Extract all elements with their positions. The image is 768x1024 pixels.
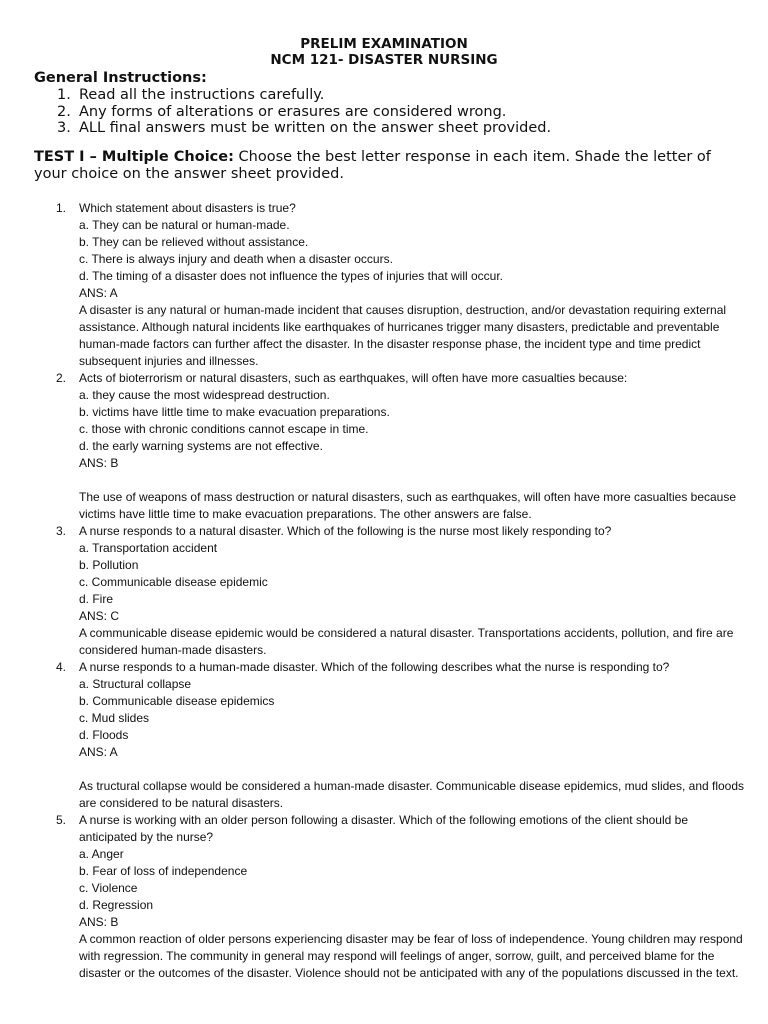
choice-c: c. Violence [79,880,138,895]
choice-c: c. Mud slides [79,710,150,725]
rationale: A common reaction of older persons experiencing disaster may be fear of loss of independence. Young children may respond with regression. The community in general may respond will feelings of anger, sorrow, guilt, and perceived blame for the disaster or the outcomes of the disaster. Violence should not be anticipated with any of the populations discussed in the text. [79,931,743,980]
choice-b: b. They can be relieved without assistance. [79,234,309,249]
instruction-text: Read all the instructions carefully. [79,87,325,103]
question-list [0,200,768,982]
question-stem: Which statement about disasters is true? [79,200,296,215]
spacer [79,472,746,489]
question-item [56,659,746,812]
spacer [79,761,746,778]
test-label: TEST I – Multiple Choice: [34,148,234,165]
general-instructions-list [57,87,768,137]
rationale: As tructural collapse would be considered a human-made disaster. Communicable disease epidemics, mud slides, and floods are considered to be natural disasters. [79,778,745,810]
instruction-text: ALL final answers must be written on the answer sheet provided. [79,120,552,137]
rationale: A disaster is any natural or human-made incident that causes disruption, destruction, and/or devastation requiring external assistance. Although natural incidents like earthquakes of hurricanes trigger many disasters, predictable and preventable human-made factors can further affect the disaster. In the disaster response phase, the incident type and time predict subsequent injuries and illnesses. [79,302,727,368]
answer-key: ANS: B [79,914,119,929]
question-body [79,659,746,812]
choice-a: a. they cause the most widespread destruction. [79,387,330,402]
choice-a: a. They can be natural or human-made. [79,217,290,232]
choice-a: a. Anger [79,846,124,861]
question-stem: A nurse responds to a natural disaster. Which of the following is the nurse most likely responding to? [79,523,612,538]
answer-key: ANS: B [79,455,119,470]
question-body [79,200,746,370]
instruction-number: 3. [57,120,71,137]
choice-b: b. victims have little time to make evacuation preparations. [79,404,390,419]
choice-a: a. Transportation accident [79,540,218,555]
choice-d: d. Floods [79,727,129,742]
rationale: A communicable disease epidemic would be considered a natural disaster. Transportations accidents, pollution, and fire are considered human-made disasters. [79,625,734,657]
test-instructions [34,149,740,183]
question-stem: Acts of bioterrorism or natural disasters, such as earthquakes, will often have more casualties because: [79,370,628,385]
choice-d: d. Regression [79,897,154,912]
choice-b: b. Communicable disease epidemics [79,693,275,708]
question-body [79,523,746,659]
question-number: 1. [56,200,67,215]
question-item [56,812,746,982]
question-body [79,370,746,523]
question-stem: A nurse is working with an older person following a disaster. Which of the following emotions of the client should be anticipated by the nurse? [79,812,688,844]
choice-a: a. Structural collapse [79,676,192,691]
answer-key: ANS: A [79,744,118,759]
choice-d: d. the early warning systems are not effective. [79,438,323,453]
question-number: 2. [56,370,67,385]
instruction-text: Any forms of alterations or erasures are considered wrong. [79,103,507,120]
choice-c: c. those with chronic conditions cannot escape in time. [79,421,369,436]
exam-title: PRELIM EXAMINATION [300,36,468,52]
instruction-item [57,120,768,137]
question-number: 5. [56,812,67,827]
answer-key: ANS: A [79,285,118,300]
rationale: The use of weapons of mass destruction or natural disasters, such as earthquakes, will often have more casualties because victims have little time to make evacuation preparations. The other answers are false. [79,489,737,521]
question-item [56,523,746,659]
choice-d: d. The timing of a disaster does not influence the types of injuries that will occur. [79,268,504,283]
question-body [79,812,746,982]
choice-c: c. Communicable disease epidemic [79,574,268,589]
choice-d: d. Fire [79,591,114,606]
course-title: NCM 121- DISASTER NURSING [270,52,498,68]
question-number: 4. [56,659,67,674]
choice-b: b. Fear of loss of independence [79,863,248,878]
instruction-number: 1. [57,87,71,103]
question-stem: A nurse responds to a human-made disaster. Which of the following describes what the nurse is responding to? [79,659,670,674]
choice-c: c. There is always injury and death when a disaster occurs. [79,251,393,266]
choice-b: b. Pollution [79,557,139,572]
instruction-item [57,104,768,121]
answer-key: ANS: C [79,608,120,623]
test-instruction-text: Choose the best letter response in each item. Shade the letter of your choice on the answer sheet provided. [34,148,711,182]
instruction-number: 2. [57,103,71,120]
general-instructions-heading: General Instructions: [34,70,207,86]
question-item [56,200,746,370]
instruction-item [57,87,768,104]
question-item [56,370,746,523]
question-number: 3. [56,523,67,538]
